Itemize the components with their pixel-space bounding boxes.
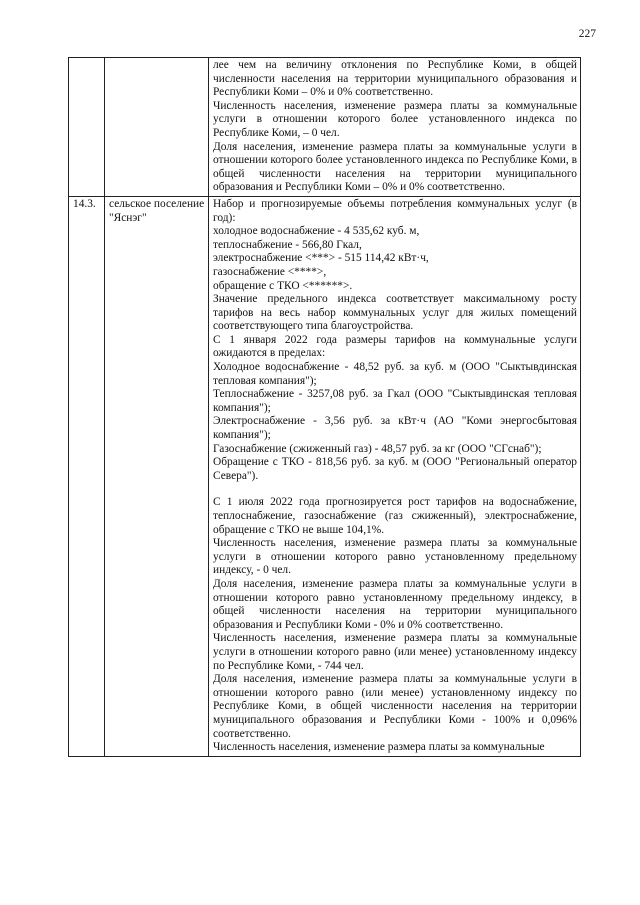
paragraph: обращение с ТКО <******>. [213,279,353,292]
paragraph: Газоснабжение (сжиженный газ) - 48,57 руб. за кг (ООО "СГснаб"); [213,442,542,455]
paragraph: С 1 июля 2022 года прогнозируется рост тарифов на водоснабжение, теплоснабжение, газоснабжение (газ сжиженный), электроснабжение, обращение с ТКО не выше 104,1%. [213,496,577,536]
paragraph: Численность населения, изменение размера платы за коммунальные услуги в отношении которого равно (или менее) установленному индексу по Республике Коми, - 744 чел. [213,632,577,672]
table-row [69,58,581,197]
page-number: 227 [578,28,596,40]
paragraph: Доля населения, изменение размера платы за коммунальные услуги в отношении которого равно установленному предельному индексу, в общей численности населения на территории муниципального образования и Республики Коми - 0% и 0% соответственно. [213,577,577,631]
paragraph: Значение предельного индекса соответствует максимальному росту тарифов на весь набор коммунальных услуг для жилых помещений соответствующего типа благоустройства. [213,293,577,333]
description-cell [209,196,581,756]
paragraph: Холодное водоснабжение - 48,52 руб. за куб. м (ООО "Сыктывдинская тепловая компания"); [213,361,577,387]
table-body [69,58,581,757]
paragraph: Доля населения, изменение размера платы за коммунальные услуги в отношении которого более установленного индекса по Республике Коми, в общей численности населения на территории муниципального образования и Республики Коми – 0% и 0% соответственно. [213,140,577,194]
paragraph: Теплоснабжение - 3257,08 руб. за Гкал (ООО "Сыктывдинская тепловая компания"); [213,388,577,414]
paragraph: С 1 января 2022 года размеры тарифов на коммунальные услуги ожидаются в пределах: [213,333,577,360]
paragraph-spacer [213,483,577,496]
settlement-name-cell: сельское поселение "Яснэг" [105,196,209,756]
settlement-name-cell [105,58,209,197]
paragraph: Численность населения, изменение размера платы за коммунальные услуги в отношении которого равно установленному предельному индексу, - 0 чел. [213,537,577,577]
paragraph: Численность населения, изменение размера платы за коммунальные услуги в отношении которого более установленного индекса по Республике Коми, – 0 чел. [213,99,577,139]
paragraph: теплоснабжение - 566,80 Гкал, [213,238,362,251]
table-row [69,196,581,756]
paragraph: лее чем на величину отклонения по Республике Коми, в общей численности населения на территории муниципального образования и Республики Коми – 0% и 0% соответственно. [213,59,577,99]
paragraph: Обращение с ТКО - 818,56 руб. за куб. м (ООО "Региональный оператор Севера"). [213,456,577,482]
paragraph: Доля населения, изменение размера платы за коммунальные услуги в отношении которого равно (или менее) установленному индексу по Республике Коми, в общей численности населения на территории муниципального образования и Республики Коми - 100% и 0,096% соответственно. [213,673,577,740]
paragraph: Численность населения, изменение размера платы за коммунальные [213,741,545,754]
description-cell [209,58,581,197]
paragraph: газоснабжение <****>, [213,265,327,278]
paragraph: электроснабжение <***> - 515 114,42 кВт·ч, [213,252,429,265]
paragraph: Электроснабжение - 3,56 руб. за кВт·ч (АО "Коми энергосбытовая компания"); [213,415,577,442]
tariff-table [68,57,581,757]
row-number-cell [69,58,105,197]
paragraph: холодное водоснабжение - 4 535,62 куб. м, [213,225,420,238]
row-number-cell: 14.3. [69,196,105,756]
paragraph: Набор и прогнозируемые объемы потребления коммунальных услуг (в год): [213,197,577,224]
